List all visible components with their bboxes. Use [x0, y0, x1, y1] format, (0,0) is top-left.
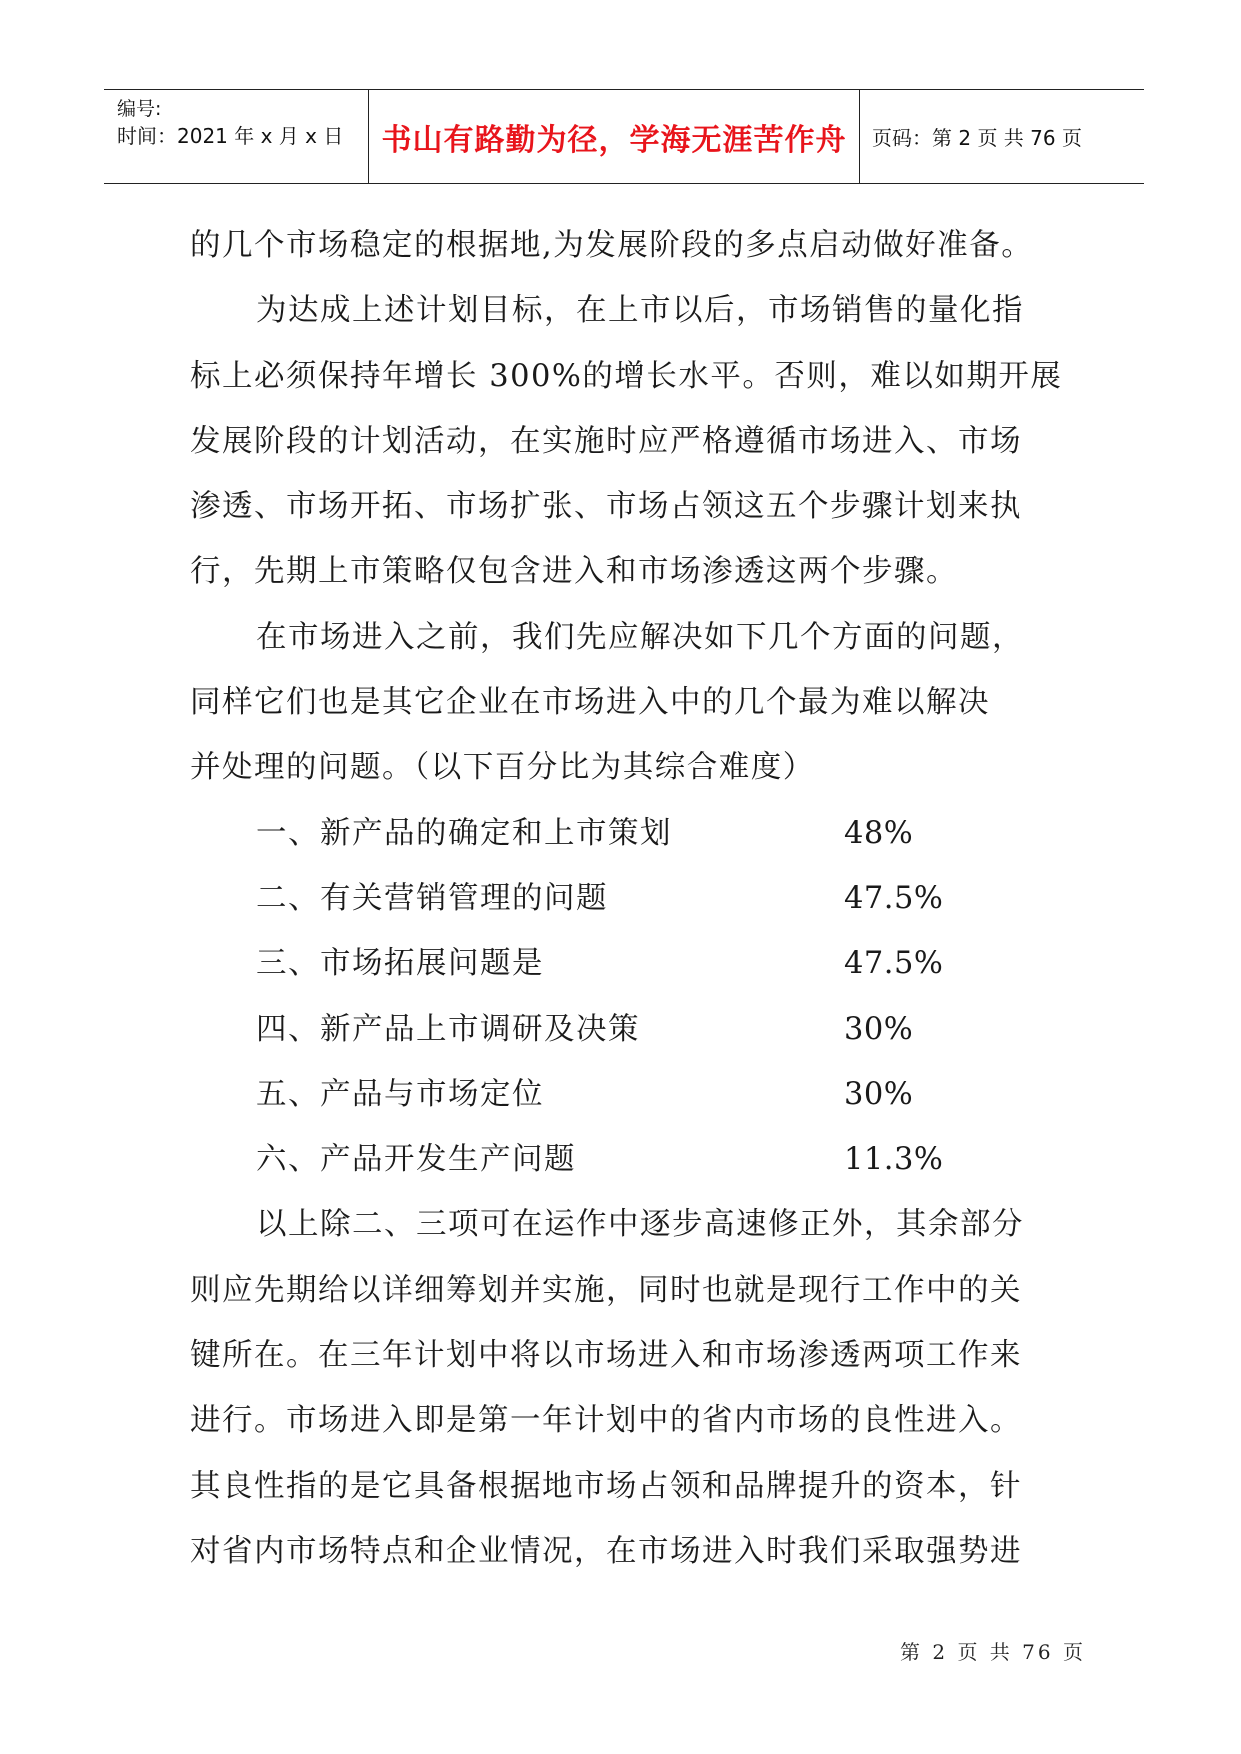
header-meta-cell [104, 90, 369, 183]
body-text-line: 发展阶段的计划活动，在实施时应严格遵循市场进入、市场 [190, 423, 1022, 459]
page-footer: 第 2 页 共 76 页 [900, 1640, 1086, 1664]
serial-label: 编号: [117, 98, 162, 120]
difficulty-list [190, 801, 1070, 1193]
body-text-line: 以上除二、三项可在运作中逐步高速修正外，其余部分 [256, 1207, 1024, 1243]
list-item [190, 801, 1070, 866]
body-text-line: 同样它们也是其它企业在市场进入中的几个最为难以解决 [190, 685, 990, 721]
body-text-line: 在市场进入之前，我们先应解决如下几个方面的问题， [256, 619, 1024, 655]
list-item-label: 四、新产品上市调研及决策 [256, 1011, 640, 1047]
body-text-line: 的几个市场稳定的根据地,为发展阶段的多点启动做好准备。 [190, 228, 1034, 263]
body-text-line: 为达成上述计划目标，在上市以后，市场销售的量化指 [256, 293, 1024, 329]
intro-paragraphs [190, 213, 1070, 801]
list-item-label: 六、产品开发生产问题 [256, 1142, 576, 1178]
list-item-percentage: 30% [844, 1011, 914, 1047]
body-text-line: 并处理的问题。（以下百分比为其综合难度） [190, 750, 815, 786]
list-item-percentage: 11.3% [844, 1142, 944, 1178]
body-text-line: 渗透、市场开拓、市场扩张、市场占领这五个步骤计划来执 [190, 489, 1022, 525]
list-item-label: 一、新产品的确定和上市策划 [256, 815, 672, 851]
body-text-line: 对省内市场特点和企业情况，在市场进入时我们采取强势进 [190, 1533, 1022, 1569]
body-text-line: 进行。市场进入即是第一年计划中的省内市场的良性进入。 [190, 1403, 1022, 1439]
datetime-label: 时间：2021 年 x 月 x 日 [117, 124, 344, 148]
document-header [104, 89, 1144, 184]
closing-paragraph [190, 1192, 1070, 1584]
list-item [190, 1127, 1070, 1192]
header-page-info: 页码：第 2 页 共 76 页 [872, 126, 1082, 150]
list-item [190, 931, 1070, 996]
list-item [190, 997, 1070, 1062]
list-item [190, 866, 1070, 931]
list-item-percentage: 48% [844, 815, 914, 851]
header-page-cell [860, 90, 1144, 183]
list-item [190, 1062, 1070, 1127]
body-text-line: 标上必须保持年增长 300%的增长水平。否则，难以如期开展 [190, 358, 1063, 394]
header-motto-cell [369, 90, 860, 183]
body-text-line: 键所在。在三年计划中将以市场进入和市场渗透两项工作来 [190, 1338, 1022, 1374]
list-item-label: 三、市场拓展问题是 [256, 946, 544, 982]
document-body [190, 213, 1070, 1584]
body-text-line: 则应先期给以详细筹划并实施，同时也就是现行工作中的关 [190, 1272, 1022, 1308]
list-item-percentage: 30% [844, 1076, 914, 1112]
list-item-percentage: 47.5% [844, 880, 944, 916]
motto-text: 书山有路勤为径，学海无涯苦作舟 [381, 122, 847, 158]
list-item-label: 二、有关营销管理的问题 [256, 880, 608, 916]
list-item-percentage: 47.5% [844, 946, 944, 982]
body-text-line: 行，先期上市策略仅包含进入和市场渗透这两个步骤。 [190, 554, 958, 590]
list-item-label: 五、产品与市场定位 [256, 1076, 544, 1112]
body-text-line: 其良性指的是它具备根据地市场占领和品牌提升的资本，针 [190, 1468, 1022, 1504]
